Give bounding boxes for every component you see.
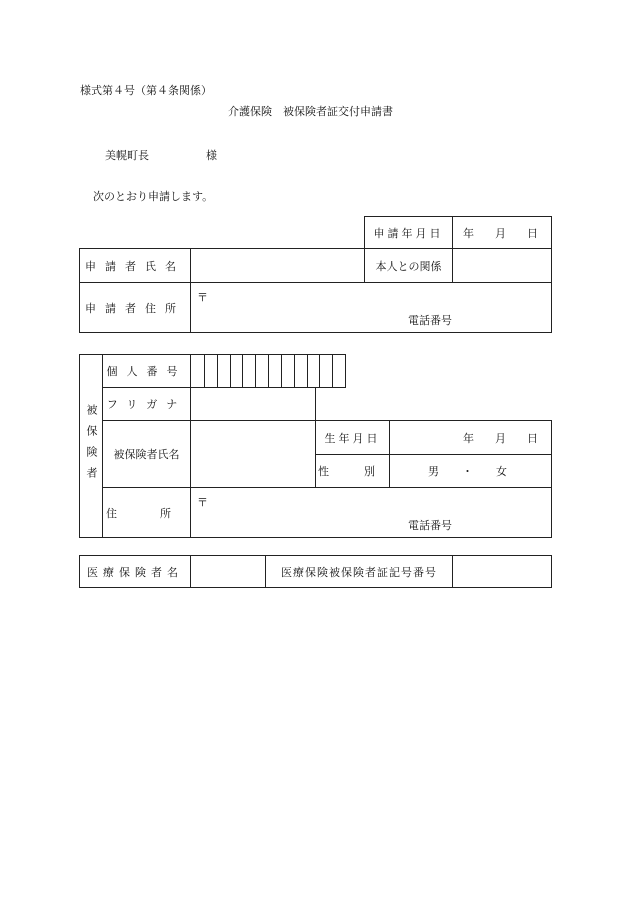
medical-insurer-field[interactable] xyxy=(191,556,265,587)
personal-number-field[interactable] xyxy=(191,355,345,387)
personal-number-digit-box[interactable] xyxy=(268,355,281,387)
insured-name-label: 被保険者氏名 xyxy=(113,448,180,461)
insured-postal-mark: 〒 xyxy=(197,496,208,509)
personal-number-digit-box[interactable] xyxy=(307,355,320,387)
personal-number-digit-box[interactable] xyxy=(332,355,345,387)
applicant-address-field[interactable] xyxy=(191,283,551,332)
furigana-field[interactable] xyxy=(191,388,315,420)
insured-section-label: 被保険者 xyxy=(85,404,98,488)
insured-name-field[interactable] xyxy=(191,421,315,487)
form-title: 介護保険 被保険者証交付申請書 xyxy=(228,105,393,118)
applicant-name-field[interactable] xyxy=(191,249,364,282)
personal-number-digit-box[interactable] xyxy=(191,355,204,387)
applicant-name-label: 申請者氏名 xyxy=(85,259,185,273)
personal-number-digit-box[interactable] xyxy=(255,355,268,387)
birth-date-label: 生年月日 xyxy=(324,431,381,445)
application-date-field[interactable]: 年 月 日 xyxy=(463,226,543,240)
personal-number-label: 個人番号 xyxy=(106,365,187,378)
sex-label: 性 別 xyxy=(318,465,387,478)
applicant-phone-label: 電話番号 xyxy=(408,314,452,327)
birth-date-field[interactable]: 年 月 日 xyxy=(463,431,543,445)
sex-options[interactable]: 男 ・ 女 xyxy=(428,465,513,478)
intro-text: 次のとおり申請します。 xyxy=(93,190,214,203)
medical-symbol-label: 医療保険被保険者証記号番号 xyxy=(281,565,437,579)
applicant-postal-mark: 〒 xyxy=(197,291,208,304)
personal-number-digit-box[interactable] xyxy=(230,355,243,387)
furigana-label: フリガナ xyxy=(106,398,187,411)
form-number: 様式第４号（第４条関係） xyxy=(80,84,212,97)
addressee-honorific: 様 xyxy=(206,149,217,162)
addressee-mayor: 美幌町長 xyxy=(105,149,149,162)
medical-symbol-field[interactable] xyxy=(453,556,551,587)
personal-number-digit-box[interactable] xyxy=(294,355,307,387)
relation-label: 本人との関係 xyxy=(375,259,442,273)
applicant-address-label: 申請者住所 xyxy=(85,301,185,315)
insured-phone-label: 電話番号 xyxy=(408,519,452,532)
application-date-label: 申請年月日 xyxy=(373,226,444,240)
insured-address-field[interactable] xyxy=(191,488,551,537)
personal-number-digit-box[interactable] xyxy=(281,355,294,387)
personal-number-digit-box[interactable] xyxy=(204,355,217,387)
relation-field[interactable] xyxy=(453,249,551,282)
personal-number-digit-box[interactable] xyxy=(217,355,230,387)
personal-number-digit-box[interactable] xyxy=(319,355,332,387)
insured-address-label: 住 所 xyxy=(106,506,187,520)
medical-insurer-label: 医療保険者名 xyxy=(87,565,183,579)
personal-number-digit-box[interactable] xyxy=(242,355,255,387)
